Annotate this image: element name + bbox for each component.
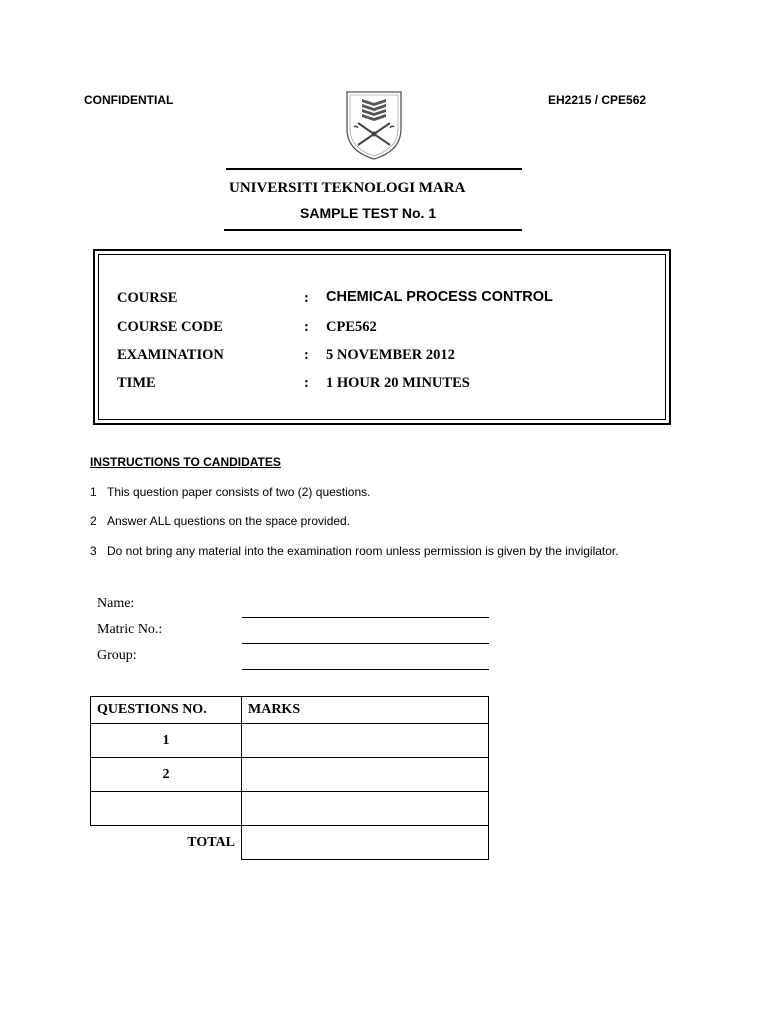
course-info-inner-border	[98, 254, 666, 420]
exam-code-label: EH2215 / CPE562	[548, 93, 647, 107]
course-code-value: CPE562	[326, 319, 377, 335]
marks-cell[interactable]	[242, 758, 489, 792]
marks-header: MARKS	[242, 697, 489, 724]
instruction-number: 2	[90, 514, 97, 528]
total-row	[91, 826, 489, 860]
question-number-cell: 2	[91, 758, 242, 792]
title-bottom-rule	[224, 229, 522, 231]
group-field[interactable]	[242, 669, 489, 670]
question-number-cell	[91, 792, 242, 826]
name-field[interactable]	[242, 617, 489, 618]
instruction-text: Do not bring any material into the examination room unless permission is given by the invigilator.	[107, 544, 619, 558]
time-colon: :	[304, 375, 309, 391]
instruction-number: 1	[90, 485, 97, 499]
question-number-cell: 1	[91, 724, 242, 758]
course-label: COURSE	[117, 290, 178, 306]
time-value: 1 HOUR 20 MINUTES	[326, 375, 470, 391]
instruction-item	[90, 485, 370, 499]
examination-colon: :	[304, 347, 309, 363]
course-info-box	[93, 249, 671, 425]
table-row	[91, 724, 489, 758]
course-code-colon: :	[304, 319, 309, 335]
table-row	[91, 758, 489, 792]
university-name: UNIVERSITI TEKNOLOGI MARA	[229, 180, 466, 196]
matric-no-field[interactable]	[242, 643, 489, 644]
instructions-heading: INSTRUCTIONS TO CANDIDATES	[90, 455, 281, 469]
instruction-text: Answer ALL questions on the space provided.	[107, 514, 351, 528]
confidential-label: CONFIDENTIAL	[84, 93, 174, 107]
marks-cell[interactable]	[242, 724, 489, 758]
time-label: TIME	[117, 375, 156, 391]
total-label: TOTAL	[187, 834, 235, 850]
table-row	[91, 792, 489, 826]
instruction-item	[90, 544, 619, 558]
table-header-row	[91, 697, 489, 724]
examination-label: EXAMINATION	[117, 347, 224, 363]
total-marks-cell[interactable]	[242, 826, 489, 860]
instruction-item	[90, 514, 350, 528]
instruction-text: This question paper consists of two (2) questions.	[107, 485, 371, 499]
group-label: Group:	[97, 648, 137, 663]
marks-table	[90, 696, 489, 860]
instruction-number: 3	[90, 544, 97, 558]
course-colon: :	[304, 290, 309, 306]
title-top-rule	[226, 168, 522, 170]
matric-no-label: Matric No.:	[97, 622, 163, 637]
course-value: CHEMICAL PROCESS CONTROL	[326, 289, 553, 305]
questions-no-header: QUESTIONS NO.	[91, 697, 242, 724]
marks-cell[interactable]	[242, 792, 489, 826]
name-label: Name:	[97, 596, 135, 611]
course-code-label: COURSE CODE	[117, 319, 223, 335]
examination-value: 5 NOVEMBER 2012	[326, 347, 455, 363]
university-crest-logo	[344, 89, 404, 161]
test-title: SAMPLE TEST No. 1	[300, 205, 437, 221]
